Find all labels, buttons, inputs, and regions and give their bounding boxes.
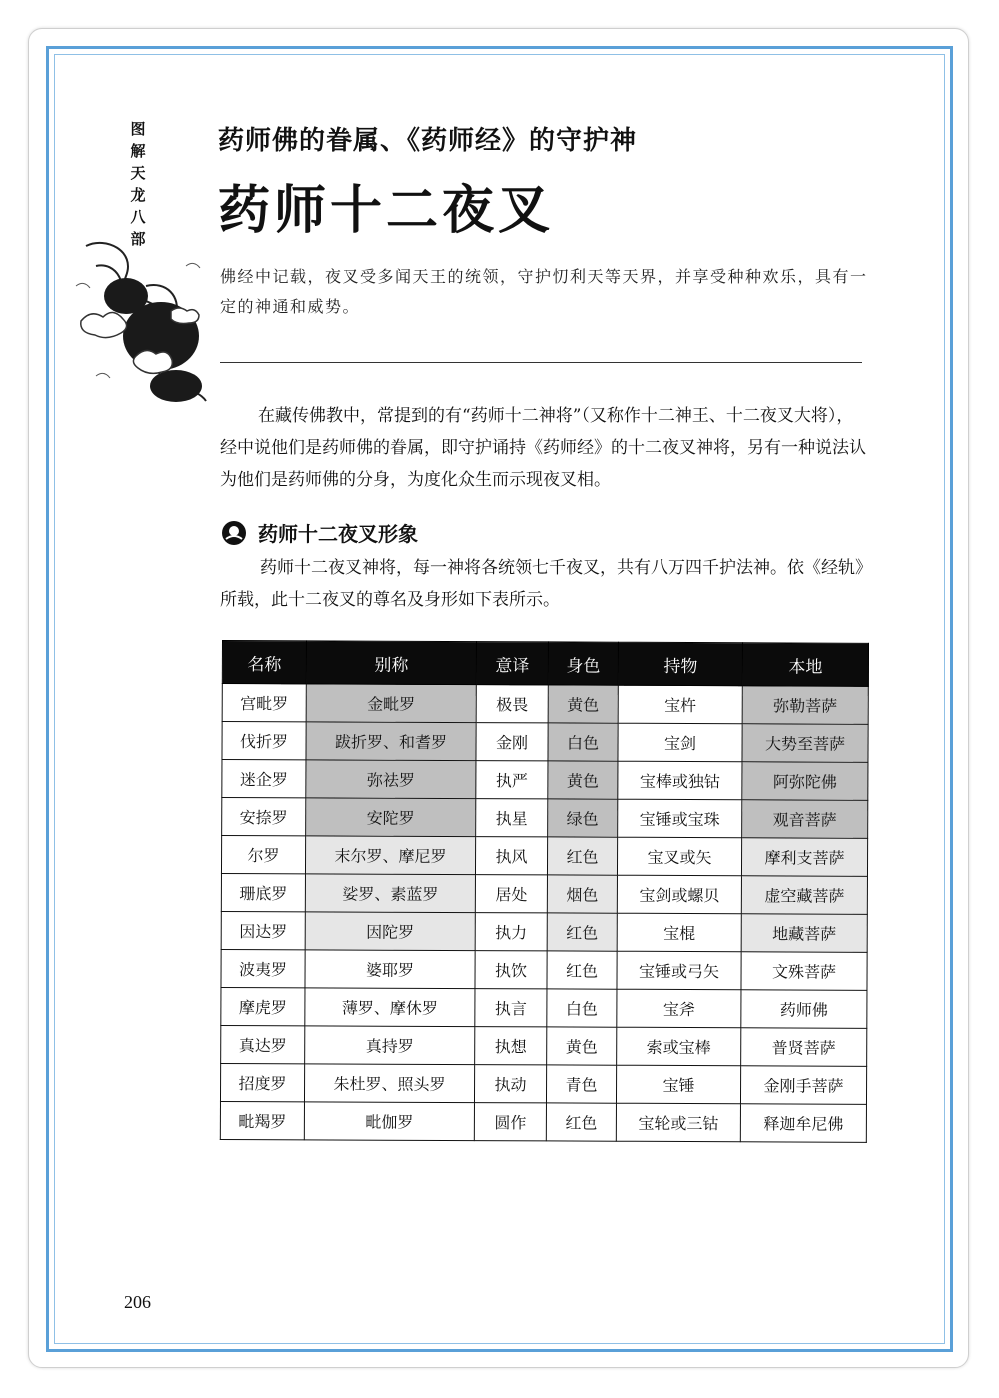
table-cell: 宝斧 (617, 989, 741, 1028)
table-cell: 迷企罗 (222, 760, 306, 798)
table-cell: 绿色 (548, 799, 618, 837)
table-cell: 执星 (476, 799, 548, 837)
header-cell: 本地 (742, 643, 868, 687)
table-cell: 波夷罗 (221, 949, 305, 987)
table-cell: 真达罗 (221, 1025, 305, 1063)
yaksha-table (220, 640, 869, 1143)
table-cell: 金刚手菩萨 (740, 1066, 866, 1105)
table-cell: 尔罗 (221, 836, 305, 874)
table-cell: 白色 (548, 723, 618, 761)
table-cell: 宝杵 (618, 685, 742, 724)
table-cell: 毗羯罗 (220, 1101, 304, 1139)
table-cell: 弥勒菩萨 (742, 686, 868, 725)
table-cell: 执想 (475, 1027, 547, 1065)
table-cell: 因陀罗 (305, 912, 475, 951)
table-cell: 宝棍 (617, 913, 741, 952)
table-cell: 跋折罗、和耆罗 (306, 722, 476, 761)
table-cell: 真持罗 (305, 1026, 475, 1065)
divider (220, 362, 862, 363)
table-cell: 执饮 (475, 951, 547, 989)
table-cell: 安陀罗 (306, 798, 476, 837)
header-cell: 意译 (476, 642, 548, 685)
table-cell: 安捺罗 (222, 798, 306, 836)
table-cell: 红色 (547, 837, 617, 875)
table-cell: 执动 (474, 1065, 546, 1103)
table-row (221, 911, 867, 952)
table-cell: 执严 (476, 761, 548, 799)
table-cell: 红色 (547, 913, 617, 951)
side-series-title: 图解天龙八部 (130, 120, 146, 248)
header-cell: 别称 (306, 641, 476, 685)
intro-text: 佛经中记载，夜叉受多闻天王的统领，守护忉利天等天界，并享受种种欢乐，具有一定的神通和威势。 (220, 267, 868, 316)
table-row (221, 836, 867, 877)
table-cell: 白色 (547, 989, 617, 1027)
table-row (222, 760, 868, 801)
header-cell: 身色 (548, 642, 618, 685)
table-cell: 金毗罗 (306, 684, 476, 723)
table-cell: 阿弥陀佛 (742, 762, 868, 801)
table-cell: 释迦牟尼佛 (740, 1104, 866, 1143)
table-cell: 地藏菩萨 (741, 914, 867, 953)
page-number: 206 (124, 1292, 151, 1312)
table-cell: 居处 (475, 875, 547, 913)
table-cell: 宝锤或宝珠 (618, 799, 742, 838)
table-cell: 观音菩萨 (742, 800, 868, 839)
table-cell: 娑罗、素蓝罗 (305, 874, 475, 913)
table-cell: 宝轮或三钴 (616, 1103, 740, 1142)
table-cell: 珊底罗 (221, 873, 305, 911)
table-row (222, 684, 868, 725)
table-row (221, 949, 867, 990)
table-cell: 药师佛 (741, 990, 867, 1029)
table-cell: 红色 (546, 1103, 616, 1141)
table-cell: 宝锤或弓矢 (617, 951, 741, 990)
table-cell: 执风 (475, 837, 547, 875)
table-cell: 执力 (475, 913, 547, 951)
table-cell: 宝锤 (616, 1065, 740, 1104)
page-subtitle: 药师佛的眷属、《药师经》的守护神 (218, 126, 638, 156)
table-cell: 虚空藏菩萨 (741, 876, 867, 915)
yaksha-table-wrap (220, 640, 872, 1143)
table-row (221, 1025, 867, 1066)
dragon-illustration (66, 226, 216, 416)
table-cell: 黄色 (548, 761, 618, 799)
table-cell: 文殊菩萨 (741, 952, 867, 991)
table-cell: 普贤菩萨 (741, 1028, 867, 1067)
table-cell: 索或宝棒 (617, 1027, 741, 1066)
table-cell: 薄罗、摩休罗 (305, 988, 475, 1027)
table-cell: 宝棒或独钴 (618, 761, 742, 800)
header-cell: 持物 (618, 642, 742, 686)
table-row (221, 987, 867, 1028)
body-paragraph-1: 在藏传佛教中，常提到的有“药师十二神将”（又称作十二神王、十二夜叉大将），经中说他们是药师佛的眷属，即守护诵持《药师经》的十二夜叉神将，另有一种说法认为他们是药师佛的分身，为度化众生而示现夜叉相。 (220, 406, 866, 490)
table-cell: 黄色 (547, 1027, 617, 1065)
table-cell: 朱杜罗、照头罗 (304, 1064, 474, 1103)
table-row (222, 722, 868, 763)
table-cell: 宝剑 (618, 723, 742, 762)
table-cell: 宝叉或矢 (617, 837, 741, 876)
table-row (220, 1063, 866, 1104)
header-cell: 名称 (222, 641, 306, 684)
table-cell: 金刚 (476, 723, 548, 761)
table-cell: 招度罗 (220, 1063, 304, 1101)
table-cell: 毗伽罗 (304, 1102, 474, 1141)
table-cell: 宝剑或螺贝 (617, 875, 741, 914)
table-row (220, 1101, 866, 1142)
section-heading (220, 518, 418, 547)
table-cell: 大势至菩萨 (742, 724, 868, 763)
page-title: 药师十二夜叉 (218, 180, 555, 241)
table-cell: 执言 (475, 989, 547, 1027)
table-cell: 烟色 (547, 875, 617, 913)
table-header-row (222, 641, 868, 687)
table-cell: 婆耶罗 (305, 950, 475, 989)
table-cell: 因达罗 (221, 911, 305, 949)
table-row (221, 873, 867, 914)
section-heading-text: 药师十二夜叉形象 (258, 522, 418, 546)
table-cell: 青色 (546, 1065, 616, 1103)
table-cell: 伐折罗 (222, 722, 306, 760)
table-cell: 摩利支菩萨 (741, 838, 867, 877)
table-cell: 红色 (547, 951, 617, 989)
table-cell: 黄色 (548, 685, 618, 723)
table-cell: 弥祛罗 (306, 760, 476, 799)
lotus-icon (220, 519, 248, 547)
table-cell: 圆作 (474, 1103, 546, 1141)
table-cell: 极畏 (476, 685, 548, 723)
table-cell: 末尔罗、摩尼罗 (305, 836, 475, 875)
body-paragraph-2: 药师十二夜叉神将，每一神将各统领七千夜叉，共有八万四千护法神。依《经轨》所载，此十二夜叉的尊名及身形如下表所示。 (220, 558, 864, 610)
table-cell: 摩虎罗 (221, 987, 305, 1025)
table-row (222, 798, 868, 839)
table-cell: 宫毗罗 (222, 684, 306, 722)
